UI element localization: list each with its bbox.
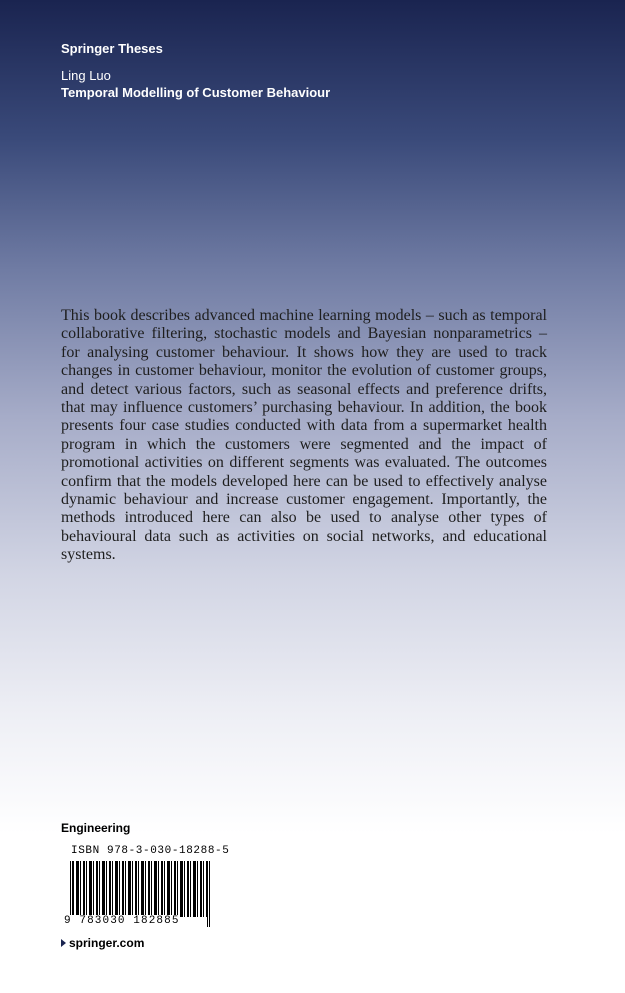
barcode-digits <box>64 915 216 927</box>
subject-category: Engineering <box>61 821 131 835</box>
arrow-right-icon <box>61 939 66 947</box>
barcode-digits-text: 9 783030 182885 <box>64 915 180 927</box>
isbn-label: ISBN 978-3-030-18288-5 <box>71 845 230 857</box>
book-description: This book describes advanced machine learning models – such as temporal collaborative filtering, stochastic models and Bayesian nonparametrics – for analysing customer behaviour. It shows how they are used to track changes in customer behaviour, monitor the evolution of customer groups, and detect various factors, such as seasonal effects and preference drifts, that may influence customers’ purchasing behaviour. In addition, the book presents four case studies conducted with data from a supermarket health program in which the customers were segmented and the impact of promotional activities on different segments was evaluated. The outcomes confirm that the models developed here can be used to effectively analyse dynamic behaviour and increase customer engagement. Importantly, the methods introduced here can also be used to analyse other types of behavioural data such as activities on social networks, and educational systems. <box>61 307 547 564</box>
barcode <box>64 859 216 931</box>
book-title: Temporal Modelling of Customer Behaviour <box>61 85 331 100</box>
publisher-website-link[interactable] <box>61 936 144 950</box>
author-name: Ling Luo <box>61 68 111 83</box>
website-text: springer.com <box>69 936 145 950</box>
barcode-bars <box>70 861 210 917</box>
series-name: Springer Theses <box>61 41 163 56</box>
